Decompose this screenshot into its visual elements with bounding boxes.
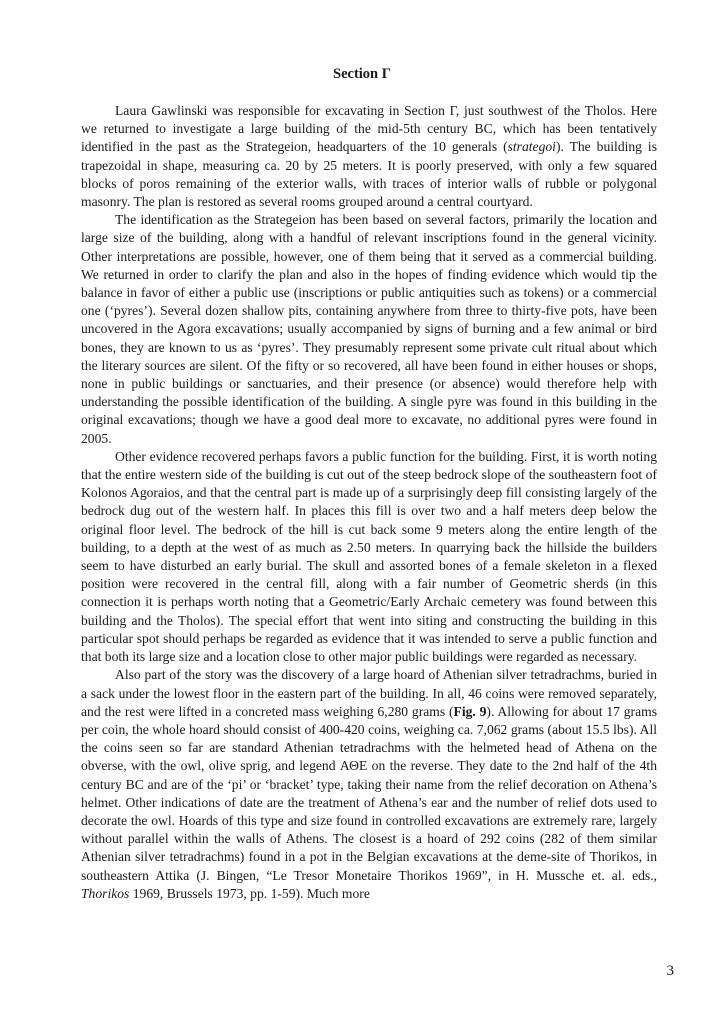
- paragraph-4-text-c: 1969, Brussels 1973, pp. 1-59). Much more: [129, 885, 370, 901]
- paragraph-4-text-a: Also part of the story was the discovery of a large hoard of Athenian silver tetradrachms, buried in a sack under the lowest floor in the eastern part of the building. In all, 46 coins were removed separately, and the rest were lifted in a concreted mass weighing 6,280 grams (: [81, 667, 657, 719]
- body-text: [81, 102, 657, 903]
- paragraph-3: Other evidence recovered perhaps favors a public function for the building. First, it is worth noting that the entire western side of the building is cut out of the steep bedrock slope of the southeastern foot of Kolonos Agoraios, and that the central part is made up of a surprisingly deep fill consisting largely of the bedrock dug out of the western half. In places this fill is over two and a half meters deep below the original floor level. The bedrock of the hill is cut back some 9 meters along the entire length of the building, to a depth at the west of as much as 2.50 meters. In quarrying back the hillside the builders seem to have disturbed an early burial. The skull and assorted bones of a female skeleton in a flexed position were recovered in the central fill, along with a fair number of Geometric sherds (in this connection it is perhaps worth noting that a Geometric/Early Archaic cemetery was found between this building and the Tholos). The special effort that went into siting and constructing the building in this particular spot should perhaps be regarded as evidence that it was intended to serve a public function and that both its large size and a location close to other major public buildings were regarded as necessary.: [81, 448, 657, 665]
- paragraph-2: The identification as the Strategeion has been based on several factors, primarily the location and large size of the building, along with a handful of relevant inscriptions found in the general vicinity. Other interpretations are possible, however, one of them being that it served as a commercial building. We returned in order to clarify the plan and also in the hopes of finding evidence which would tip the balance in favor of either a public use (inscriptions or public antiquities such as tokens) or a commercial one (‘pyres’). Several dozen shallow pits, containing anywhere from three to thirty-five pots, have been uncovered in the Agora excavations; usually accompanied by signs of burning and a few animal or bird bones, they are known to us as ‘pyres’. They presumably represent some private cult ritual about which the literary sources are silent. Of the fifty or so recovered, all have been found in either houses or shops, none in public buildings or sanctuaries, and their presence (or absence) would therefore help with understanding the possible identification of the building. A single pyre was found in this building in the original excavations; though we have a good deal more to excavate, no additional pyres were found in 2005.: [81, 212, 657, 446]
- paragraph-1-italic: strategoi: [507, 139, 556, 155]
- paragraph-1-end: ). The building is trapezoidal in shape, measuring ca. 20 by 25 meters. It is poorly preserved, with only a few squared blocks of poros remaining of the exterior walls, with traces of interior walls of rubble or polygonal masonry. The plan is restored as several rooms grouped around a central courtyard.: [81, 139, 657, 210]
- figure-reference: Fig. 9: [453, 703, 487, 719]
- paragraph-4: [81, 666, 657, 903]
- section-title: Section Γ: [333, 66, 391, 82]
- paragraph-4-text-b: ). Allowing for about 17 grams per coin, the whole hoard should consist of 400-420 coins, weighing ca. 7,062 grams (about 15.5 lbs). All the coins seen so far are standard Athenian tetradrachms with the helmeted head of Athena on the obverse, with the owl, olive sprig, and legend ΑΘΕ on the reverse. They date to the 2nd half of the 4th century BC and are of the ‘pi’ or ‘bracket’ type, taking their name from the relief decoration on Athena’s helmet. Other indications of date are the treatment of Athena’s ear and the number of relief dots used to decorate the owl. Hoards of this type and size found in controlled excavations are extremely rare, largely without parallel within the walls of Athens. The closest is a hoard of 292 coins (282 of them similar Athenian silver tetradrachms) found in a pot in the Belgian excavations at the deme-site of Thorikos, in southeastern Attika (J. Bingen, “Le Tresor Monetaire Thorikos 1969”, in H. Mussche et. al. eds.,: [81, 703, 657, 883]
- paragraph-1-text: Laura Gawlinski was responsible for excavating in Section Γ, just southwest of the Tholos. Here we returned to investigate a large building of the mid-5th century BC, which has been tentatively identified in the past as the Strategeion, headquarters of the 10 generals (: [81, 103, 657, 155]
- page-number: 3: [666, 963, 674, 979]
- paragraph-4-italic: Thorikos: [81, 885, 130, 901]
- paragraph-1: [81, 102, 657, 211]
